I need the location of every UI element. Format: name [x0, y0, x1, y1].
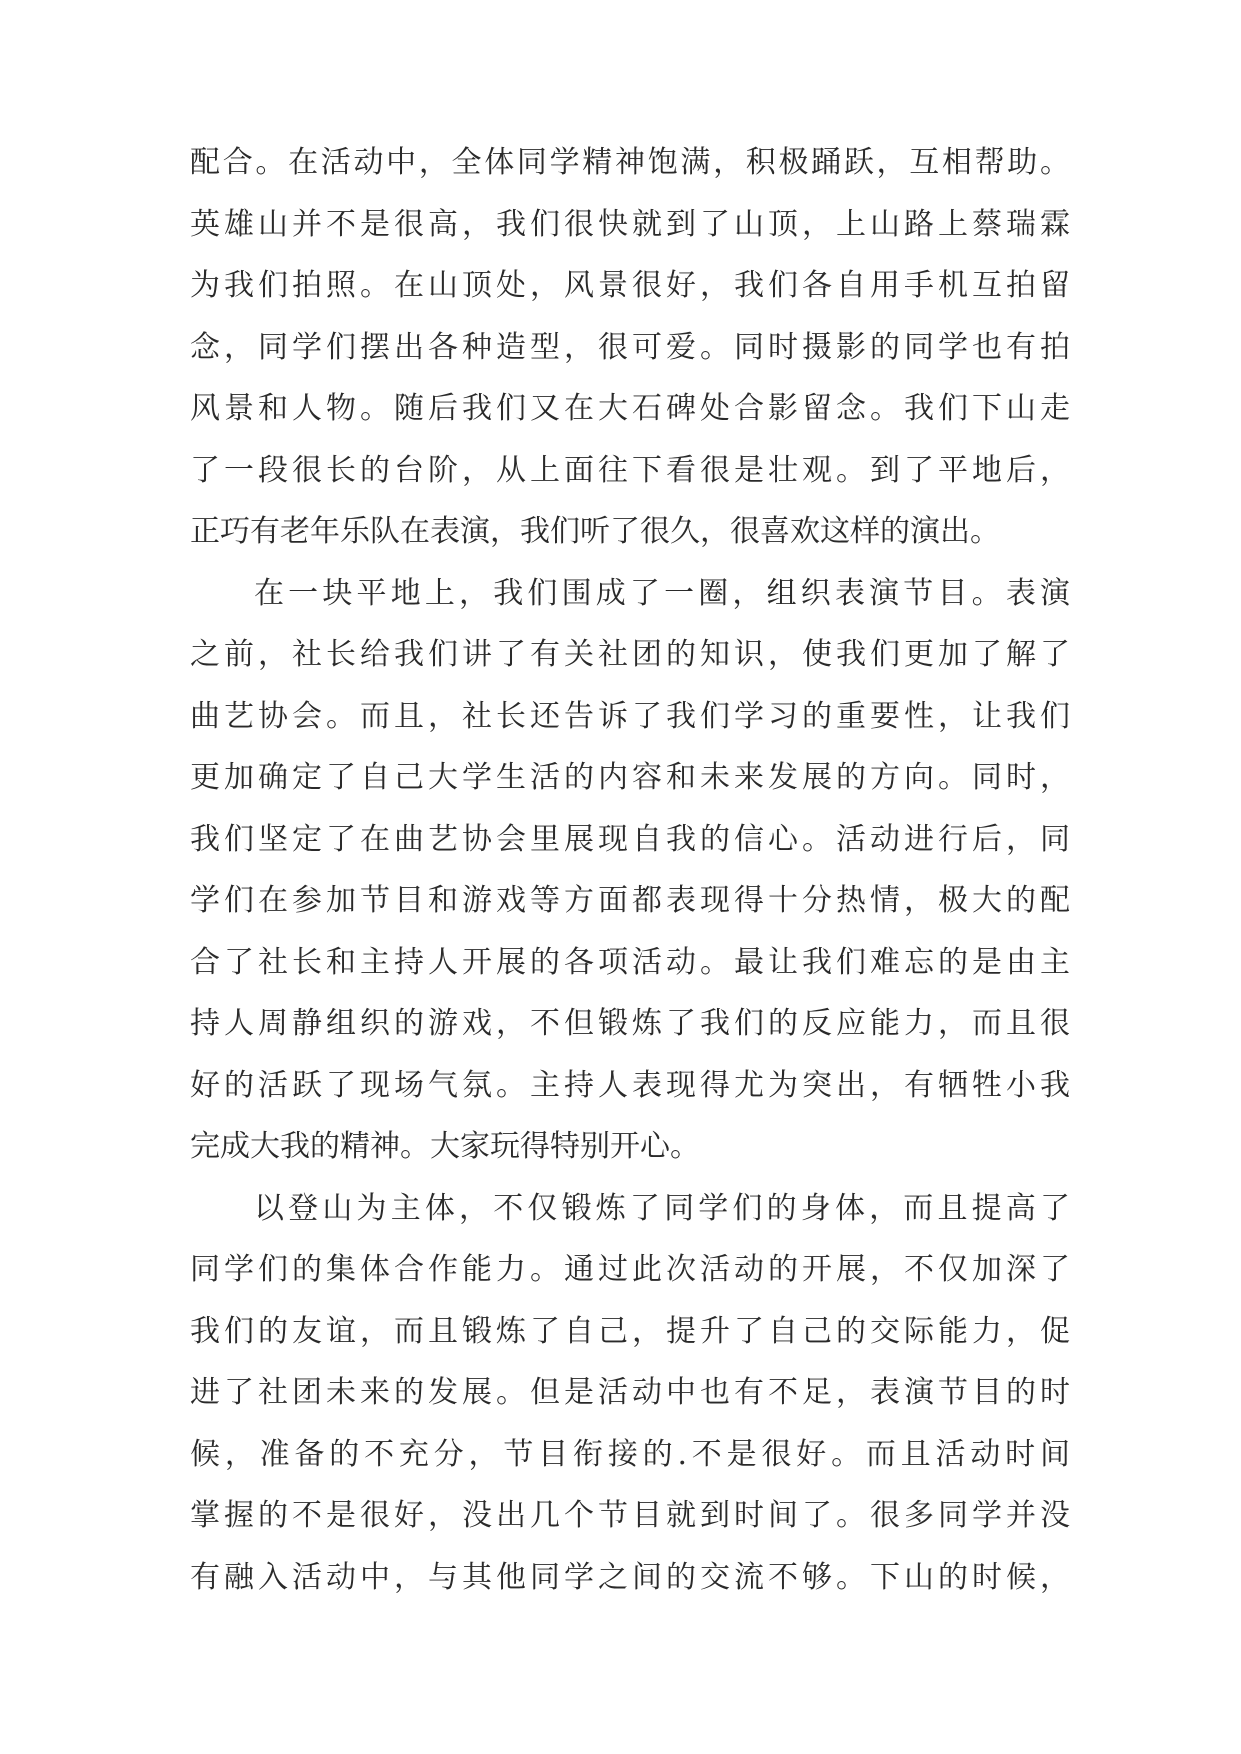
body-text	[190, 132, 1070, 1608]
text-line: 为我们拍照。在山顶处，风景很好，我们各自用手机互拍留	[190, 268, 1070, 303]
text-line: 完成大我的精神。大家玩得特别开心。	[190, 1129, 700, 1164]
text-line: 同学们的集体合作能力。通过此次活动的开展，不仅加深了	[190, 1252, 1070, 1287]
text-line: 曲艺协会。而且，社长还告诉了我们学习的重要性，让我们	[190, 698, 1070, 734]
paragraph	[190, 1178, 1070, 1609]
text-line: 念，同学们摆出各种造型，很可爱。同时摄影的同学也有拍	[190, 329, 1070, 365]
text-line: 好的活跃了现场气氛。主持人表现得尤为突出，有牺牲小我	[190, 1067, 1070, 1103]
text-line: 合了社长和主持人开展的各项活动。最让我们难忘的是由主	[190, 944, 1070, 980]
text-line: 在一块平地上，我们围成了一圈，组织表演节目。表演	[254, 575, 1070, 611]
text-line: 配合。在活动中，全体同学精神饱满，积极踊跃，互相帮助。	[190, 145, 1070, 180]
text-line: 正巧有老年乐队在表演，我们听了很久，很喜欢这样的演出。	[190, 514, 1000, 549]
text-line: 了一段很长的台阶，从上面往下看很是壮观。到了平地后，	[190, 452, 1070, 488]
text-line: 更加确定了自己大学生活的内容和未来发展的方向。同时，	[190, 760, 1070, 795]
paragraph	[190, 563, 1070, 1178]
text-line: 有融入活动中，与其他同学之间的交流不够。下山的时候，	[190, 1559, 1070, 1595]
text-line: 风景和人物。随后我们又在大石碑处合影留念。我们下山走	[190, 391, 1070, 426]
text-line: 候，准备的不充分，节目衔接的.不是很好。而且活动时间	[190, 1436, 1070, 1472]
text-line: 进了社团未来的发展。但是活动中也有不足，表演节目的时	[190, 1375, 1070, 1410]
text-line: 我们的友谊，而且锻炼了自己，提升了自己的交际能力，促	[190, 1313, 1070, 1349]
text-line: 掌握的不是很好，没出几个节目就到时间了。很多同学并没	[190, 1498, 1070, 1533]
text-line: 以登山为主体，不仅锻炼了同学们的身体，而且提高了	[254, 1190, 1070, 1226]
text-line: 之前，社长给我们讲了有关社团的知识，使我们更加了解了	[190, 637, 1070, 672]
text-line: 我们坚定了在曲艺协会里展现自我的信心。活动进行后，同	[190, 821, 1070, 857]
paragraph	[190, 132, 1070, 563]
text-line: 英雄山并不是很高，我们很快就到了山顶，上山路上蔡瑞霖	[190, 206, 1070, 242]
text-line: 持人周静组织的游戏，不但锻炼了我们的反应能力，而且很	[190, 1006, 1070, 1041]
text-line: 学们在参加节目和游戏等方面都表现得十分热情，极大的配	[190, 883, 1070, 918]
